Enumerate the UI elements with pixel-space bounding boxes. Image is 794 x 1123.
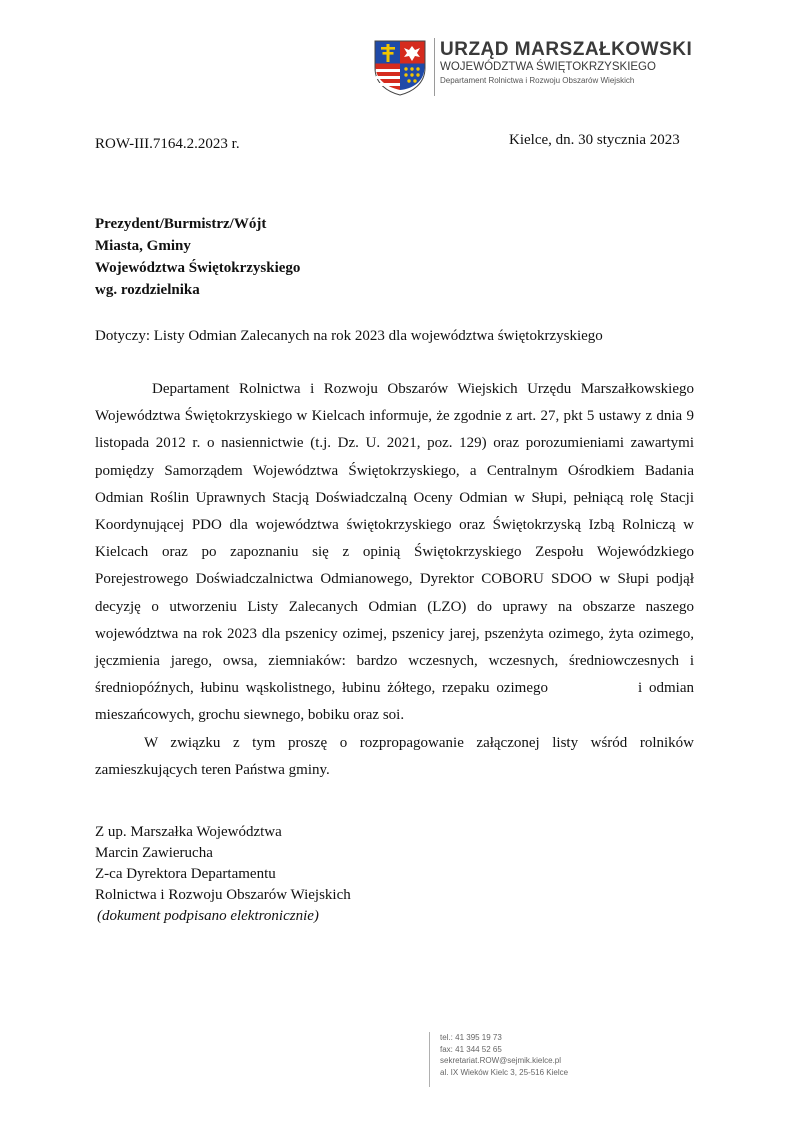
reference-number: ROW-III.7164.2.2023 r.	[95, 136, 240, 152]
footer-email: sekretariat.ROW@sejmik.kielce.pl	[440, 1056, 562, 1065]
letter-date: Kielce, dn. 30 stycznia 2023	[509, 132, 680, 148]
signature-block	[95, 822, 351, 927]
e-signature-note: (dokument podpisano elektronicznie)	[97, 908, 319, 924]
contact-footer	[429, 1032, 568, 1087]
signature-line: Z up. Marszałka Województwa	[95, 824, 282, 840]
department-name: Departament Rolnictwa i Rozwoju Obszarów Wiejskich	[440, 76, 635, 85]
signature-line: Rolnictwa i Rozwoju Obszarów Wiejskich	[95, 887, 351, 903]
recipient-block	[95, 213, 300, 301]
letterhead	[372, 38, 693, 100]
footer-phone: tel.: 41 395 19 73	[440, 1033, 502, 1042]
recipient-line: Województwa Świętokrzyskiego	[95, 260, 301, 276]
recipient-line: wg. rozdzielnika	[95, 282, 200, 298]
body-paragraph-text: Departament Rolnictwa i Rozwoju Obszarów Wiejskich Urzędu Marszałkowskiego Województwa Świętokrzyskiego w Kielcach informuje, że zgodnie z art. 27, pkt 5 ustawy z dnia 9 listopada 2012 r. o nasiennictwie (t.j. Dz. U. 2021, poz. 129) oraz porozumieniami zawartymi pomiędzy Samorządem Województwa Świętokrzyskiego, a Centralnym Ośrodkiem Badania Odmian Roślin Uprawnych Stacją Doświadczalną Oceny Odmian w Słupi, pełniącą rolę Stacji Koordynującej PDO dla województwa świętokrzyskiego oraz Świętokrzyską Izbą Rolniczą w Kielcach oraz po zapoznaniu się z opinią Świętokrzyskiego Zespołu Wojewódzkiego Porejestrowego Doświadczalnictwa Odmianowego, Dyrektor COBORU SDOO w Słupi podjął decyzję o utworzeniu Listy Zalecanych Odmian (LZO) do uprawy na obszarze naszego województwa na rok 2023 dla pszenicy ozimej, pszenicy jarej, pszenżyta ozimego, żyta ozimego, jęczmienia jarego, owsa, ziemniaków: bardzo wczesnych, wczesnych, średniowczesnych i średniopóźnych, łubinu wąskolistnego, łubinu żółtego, rzepaku ozimego	[95, 381, 694, 697]
footer-fax: fax: 41 344 52 65	[440, 1044, 502, 1054]
recipient-line: Prezydent/Burmistrz/Wójt	[95, 216, 267, 232]
body-paragraph: W związku z tym proszę o rozpropagowanie załączonej listy wśród rolników zamieszkujących teren Państwa gminy.	[95, 734, 694, 778]
signature-line: Z-ca Dyrektora Departamentu	[95, 866, 276, 882]
coat-of-arms-icon	[372, 38, 428, 96]
body-paragraph-text: i odmian mieszańcowych, grochu siewnego, bobiku oraz soi.	[95, 680, 694, 724]
body-paragraph	[95, 376, 694, 730]
letter-body	[95, 376, 694, 784]
voivodeship-name: WOJEWÓDZTWA ŚWIĘTOKRZYSKIEGO	[440, 61, 656, 73]
recipient-line: Miasta, Gminy	[95, 238, 191, 254]
signature-line: Marcin Zawierucha	[95, 845, 213, 861]
letterhead-text	[440, 39, 693, 86]
footer-address: al. IX Wieków Kielc 3, 25-516 Kielce	[440, 1067, 569, 1077]
subject-line: Dotyczy: Listy Odmian Zalecanych na rok 2023 dla województwa świętokrzyskiego	[95, 328, 603, 344]
letterhead-divider	[434, 38, 435, 96]
office-name: URZĄD MARSZAŁKOWSKI	[440, 39, 693, 60]
